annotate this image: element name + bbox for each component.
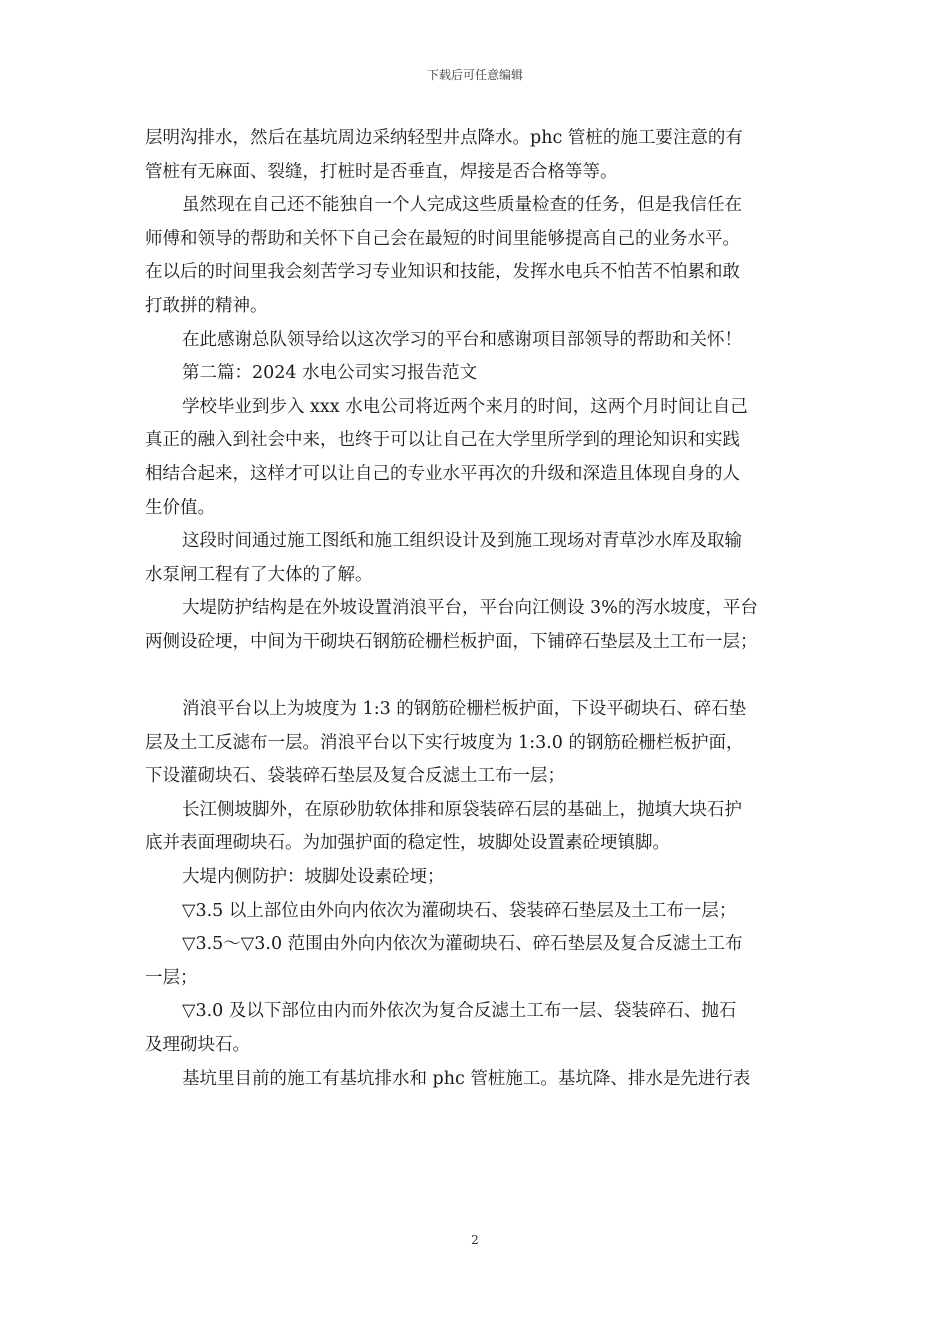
text-line: 及理砌块石。: [145, 1035, 250, 1056]
text-line: 消浪平台以上为坡度为 1:3 的钢筋砼栅栏板护面，下设平砌块石、碎石垫: [182, 699, 747, 720]
text-line: 底并表面理砌块石。为加强护面的稳定性，坡脚处设置素砼埂镇脚。: [145, 833, 670, 854]
text-line: 真正的融入到社会中来，也终于可以让自己在大学里所学到的理论知识和实践: [145, 430, 740, 451]
text-line: 长江侧坡脚外，在原砂肋软体排和原袋装碎石层的基础上，抛填大块石护: [182, 799, 742, 820]
page-number: 2: [471, 1233, 479, 1247]
text-line: 两侧设砼埂，中间为干砌块石钢筋砼栅栏板护面，下铺碎石垫层及土工布一层；: [145, 631, 758, 652]
text-line: 一层；: [145, 967, 198, 988]
text-line: 生价值。: [145, 497, 215, 518]
text-line: 水泵闸工程有了大体的了解。: [145, 564, 373, 585]
text-line: ▽3.5 以上部位由外向内依次为灌砌块石、袋装碎石垫层及土工布一层；: [182, 900, 737, 921]
text-line: 虽然现在自己还不能独自一个人完成这些质量检查的任务，但是我信任在: [182, 195, 742, 216]
text-line: 在以后的时间里我会刻苦学习专业知识和技能，发挥水电兵不怕苦不怕累和敢: [145, 262, 740, 283]
text-line: 下设灌砌块石、袋装碎石垫层及复合反滤土工布一层；: [145, 766, 565, 787]
text-line: 相结合起来，这样才可以让自己的专业水平再次的升级和深造且体现自身的人: [145, 463, 740, 484]
text-line: 这段时间通过施工图纸和施工组织设计及到施工现场对青草沙水库及取输: [182, 531, 742, 552]
text-line: 大堤内侧防护：坡脚处设素砼埂；: [182, 867, 445, 888]
text-line: ▽3.5～▽3.0 范围由外向内依次为灌砌块石、碎石垫层及复合反滤土工布: [182, 934, 743, 955]
blank-line: [145, 660, 815, 694]
text-line: 在此感谢总队领导给以这次学习的平台和感谢项目部领导的帮助和关怀！: [182, 329, 742, 350]
text-line: ▽3.0 及以下部位由内而外依次为复合反滤土工布一层、袋装碎石、抛石: [182, 1001, 737, 1022]
page-header: 下载后可任意编辑: [426, 68, 523, 82]
text-line: 基坑里目前的施工有基坑排水和 phc 管桩施工。基坑降、排水是先进行表: [182, 1068, 751, 1089]
document-body: [145, 122, 815, 1096]
text-line: 打敢拼的精神。: [145, 295, 268, 316]
text-line: 学校毕业到步入 xxx 水电公司将近两个来月的时间，这两个月时间让自己: [182, 396, 748, 417]
text-line: 师傅和领导的帮助和关怀下自己会在最短的时间里能够提高自己的业务水平。: [145, 228, 740, 249]
text-line: 管桩有无麻面、裂缝，打桩时是否垂直，焊接是否合格等等。: [145, 161, 618, 182]
text-line: 大堤防护结构是在外坡设置消浪平台，平台向江侧设 3%的泻水坡度，平台: [182, 598, 758, 619]
text-line: 层明沟排水，然后在基坑周边采纳轻型井点降水。phc 管桩的施工要注意的有: [145, 128, 743, 148]
text-line: 层及土工反滤布一层。消浪平台以下实行坡度为 1:3.0 的钢筋砼栅栏板护面，: [145, 732, 744, 753]
section-heading: 第二篇：2024 水电公司实习报告范文: [182, 363, 478, 384]
